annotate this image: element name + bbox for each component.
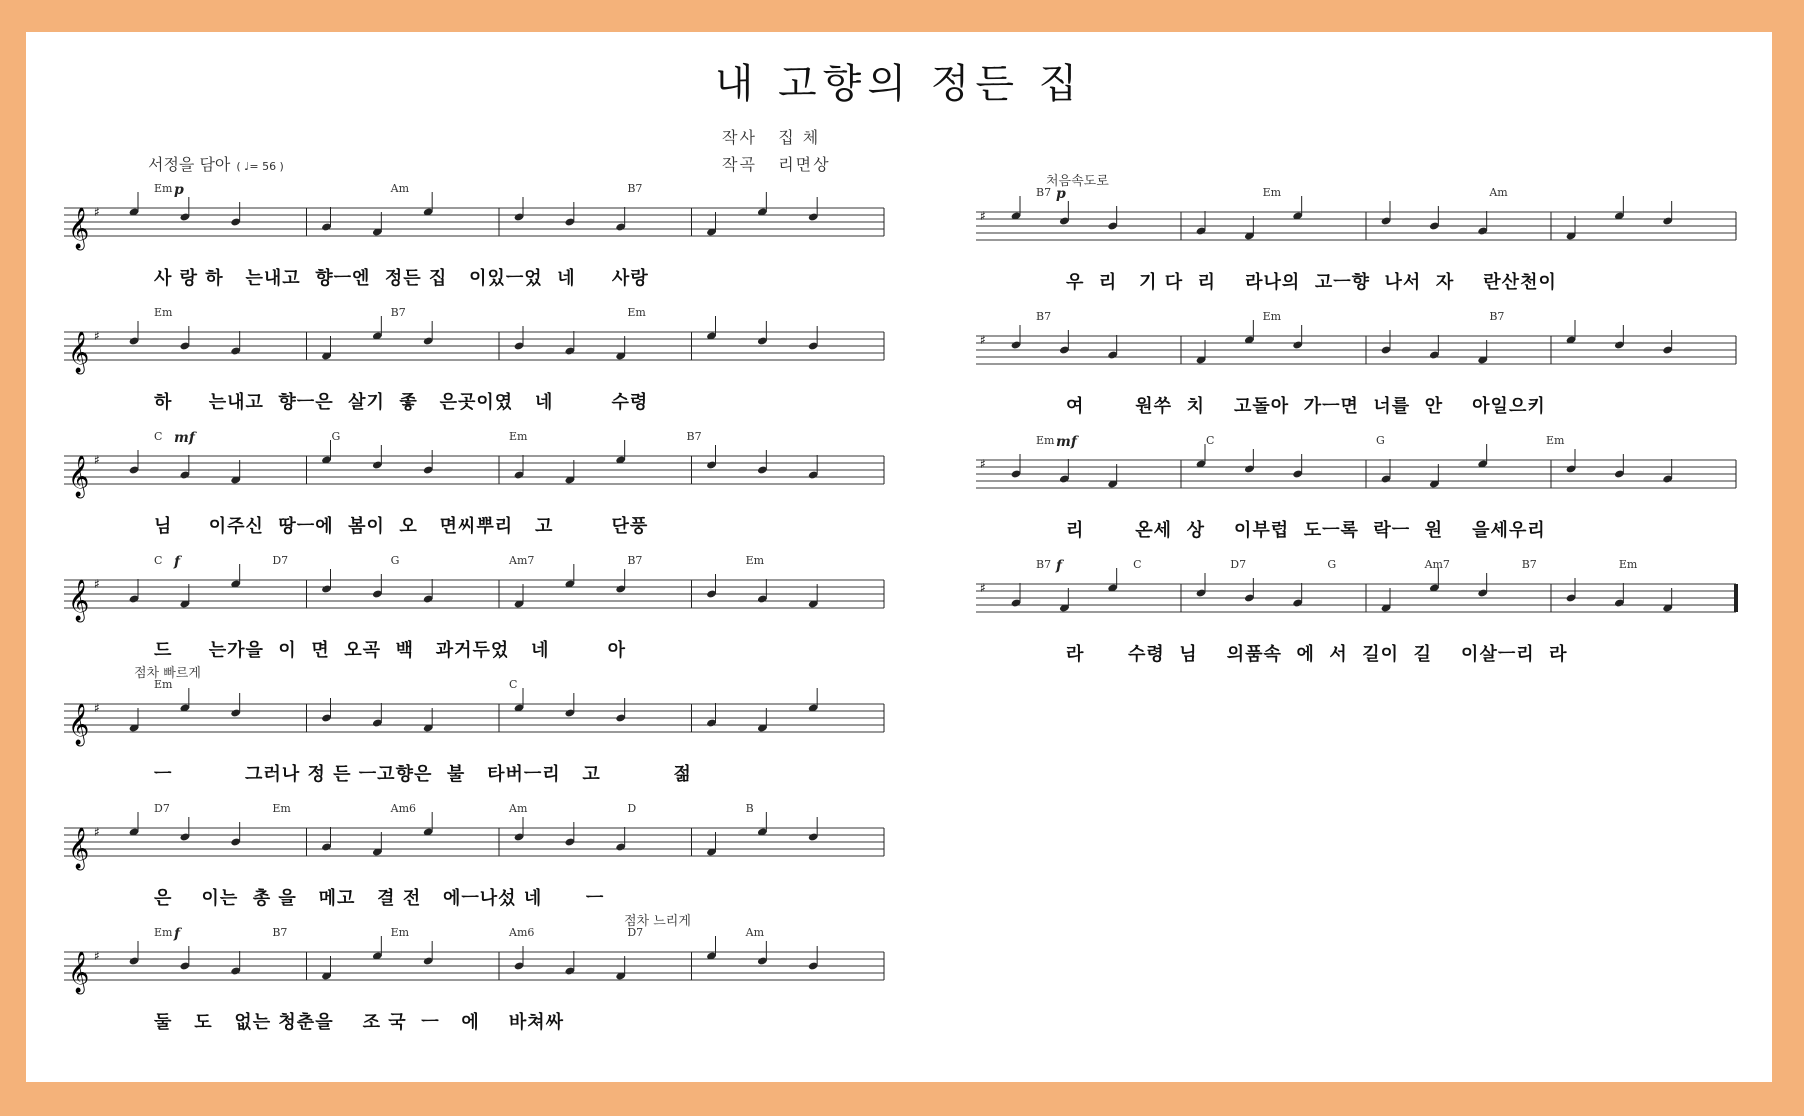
lyricist-credit <box>722 125 820 148</box>
key-sharp-icon: ♯ <box>980 209 986 223</box>
staff-left-7 <box>64 946 884 993</box>
tempo-text: 서정을 담아 <box>148 155 231 174</box>
chord-symbol: G <box>390 554 400 567</box>
dynamic-marking: p <box>1056 186 1066 202</box>
chord-symbol: Em <box>154 926 173 939</box>
chord-symbol: Am6 <box>509 926 535 939</box>
chord-symbol: D7 <box>627 926 644 939</box>
composer-label: 작곡 <box>722 155 757 174</box>
dynamic-marking: f <box>174 926 181 942</box>
treble-clef-icon: 𝄞 <box>68 580 90 621</box>
chord-symbol: B7 <box>1036 186 1052 199</box>
key-sharp-icon: ♯ <box>94 205 100 219</box>
composer-name: 리면상 <box>778 155 831 174</box>
chord-symbol: B7 <box>1036 558 1052 571</box>
key-sharp-icon: ♯ <box>980 457 986 471</box>
chord-symbol: C <box>1133 558 1142 571</box>
key-sharp-icon: ♯ <box>94 329 100 343</box>
dynamic-marking: mf <box>1056 434 1077 450</box>
chord-symbol: Em <box>390 926 410 939</box>
staff-left-4 <box>64 574 884 621</box>
chord-symbol: Em <box>1262 310 1282 323</box>
chord-symbol: Em <box>745 554 765 567</box>
score-sheet <box>26 32 1772 1082</box>
tempo-change-marking: 점차 빠르게 <box>134 666 201 681</box>
chord-symbol: B7 <box>1036 310 1052 323</box>
treble-clef-icon: 𝄞 <box>68 828 90 869</box>
dynamic-marking: f <box>174 554 181 570</box>
chord-symbol: Am <box>509 802 528 815</box>
key-sharp-icon: ♯ <box>94 577 100 591</box>
treble-clef-icon: 𝄞 <box>68 456 90 497</box>
chord-symbol: G <box>1327 558 1337 571</box>
staff-left-5 <box>64 698 884 745</box>
chord-symbol: Em <box>154 182 173 195</box>
chord-symbol: Em <box>1262 186 1282 199</box>
key-sharp-icon: ♯ <box>94 949 100 963</box>
chord-symbol: D7 <box>272 554 289 567</box>
lyrics-line: 라 수령 님 의품속 에 서 길이 길 이살ㅡ리 라 <box>1066 644 1568 665</box>
chord-symbol: Am7 <box>1424 558 1450 571</box>
tempo-change-marking: 점차 느리게 <box>624 914 691 929</box>
staff-right-1 <box>976 206 1736 242</box>
chord-symbol: Am <box>390 182 410 195</box>
key-sharp-icon: ♯ <box>94 825 100 839</box>
song-title: 내 고향의 정든 집 <box>714 61 1084 107</box>
treble-clef-icon: 𝄞 <box>68 952 90 993</box>
key-sharp-icon: ♯ <box>94 453 100 467</box>
chord-symbol: B7 <box>1489 310 1505 323</box>
lyrics-line: 드 는가을 이 면 오곡 백 과거두었 네 아 <box>154 640 627 661</box>
lyricist-label: 작사 <box>722 128 757 147</box>
staff-right-2 <box>976 330 1736 366</box>
treble-clef-icon: 𝄞 <box>68 704 90 745</box>
composer-credit <box>722 152 831 175</box>
dynamic-marking: p <box>174 182 184 198</box>
chord-symbol: B7 <box>627 182 643 195</box>
tempo-marking <box>148 152 284 175</box>
chord-symbol: Em <box>154 678 173 691</box>
lyrics-line: 리 온세 상 이부럽 도ㅡ록 락ㅡ 원 을세우리 <box>1066 520 1546 541</box>
staff-left-6 <box>64 822 884 869</box>
chord-symbol: Em <box>1618 558 1638 571</box>
lyrics-line: 은 이는 총 을 메고 결 전 에ㅡ나섰 네 ㅡ <box>154 888 605 909</box>
staff-left-1 <box>64 202 884 249</box>
lyrics-line: 사 랑 하 는내고 향ㅡ엔 정든 집 이있ㅡ었 네 사랑 <box>154 268 649 289</box>
lyrics-line: ㅡ 그러나 정 든 ㅡ고향은 불 타버ㅡ리 고 젊 <box>154 764 692 785</box>
chord-symbol: D7 <box>1230 558 1247 571</box>
chord-symbol: D7 <box>154 802 170 815</box>
chord-symbol: B7 <box>686 430 702 443</box>
lyrics-line: 둘 도 없는 청춘을 조 국 ㅡ 에 바쳐싸 <box>154 1012 565 1033</box>
staff-left-2 <box>64 326 884 373</box>
chord-symbol: D <box>627 802 637 815</box>
lyrics-line: 하 는내고 향ㅡ은 살기 좋 은곳이였 네 수령 <box>154 392 649 413</box>
chord-symbol: G <box>331 430 341 443</box>
chord-symbol: Am7 <box>509 554 535 567</box>
chord-symbol: G <box>1376 434 1385 447</box>
dynamic-marking: f <box>1056 558 1063 574</box>
chord-symbol: C <box>154 554 163 567</box>
staff-right-4 <box>976 578 1736 614</box>
chord-symbol: Em <box>509 430 528 443</box>
chord-symbol: C <box>509 678 518 691</box>
chord-symbol: B <box>745 802 754 815</box>
chord-symbol: B7 <box>627 554 643 567</box>
metronome-mark: ( ♩= 56 ) <box>236 160 284 173</box>
key-sharp-icon: ♯ <box>94 701 100 715</box>
chord-symbol: C <box>1206 434 1215 447</box>
treble-clef-icon: 𝄞 <box>68 332 90 373</box>
chord-symbol: Em <box>272 802 291 815</box>
key-sharp-icon: ♯ <box>980 581 986 595</box>
chord-symbol: Em <box>627 306 646 319</box>
lyrics-line: 우 리 기 다 리 라나의 고ㅡ향 나서 자 란산천이 <box>1066 272 1557 293</box>
chord-symbol: Am6 <box>390 802 417 815</box>
lyricist-name: 집 체 <box>778 128 821 147</box>
chord-symbol: B7 <box>1521 558 1537 571</box>
dynamic-marking: mf <box>174 430 195 446</box>
chord-symbol: Em <box>154 306 173 319</box>
chord-symbol: Am <box>1489 186 1508 199</box>
treble-clef-icon: 𝄞 <box>68 208 90 249</box>
tempo-change-marking: 처음속도로 <box>1046 174 1109 189</box>
staff-right-3 <box>976 454 1736 490</box>
chord-symbol: C <box>154 430 163 443</box>
chord-symbol: B7 <box>272 926 288 939</box>
key-sharp-icon: ♯ <box>980 333 986 347</box>
lyrics-line: 여 원쑤 치 고돌아 가ㅡ면 너를 안 아일으키 <box>1066 396 1546 417</box>
chord-symbol: Em <box>1546 434 1565 447</box>
lyrics-line: 님 이주신 땅ㅡ에 봄이 오 면씨뿌리 고 단풍 <box>154 516 649 537</box>
chord-symbol: Em <box>1036 434 1055 447</box>
chord-symbol: B7 <box>390 306 406 319</box>
staff-left-3 <box>64 450 884 497</box>
chord-symbol: Am <box>745 926 765 939</box>
